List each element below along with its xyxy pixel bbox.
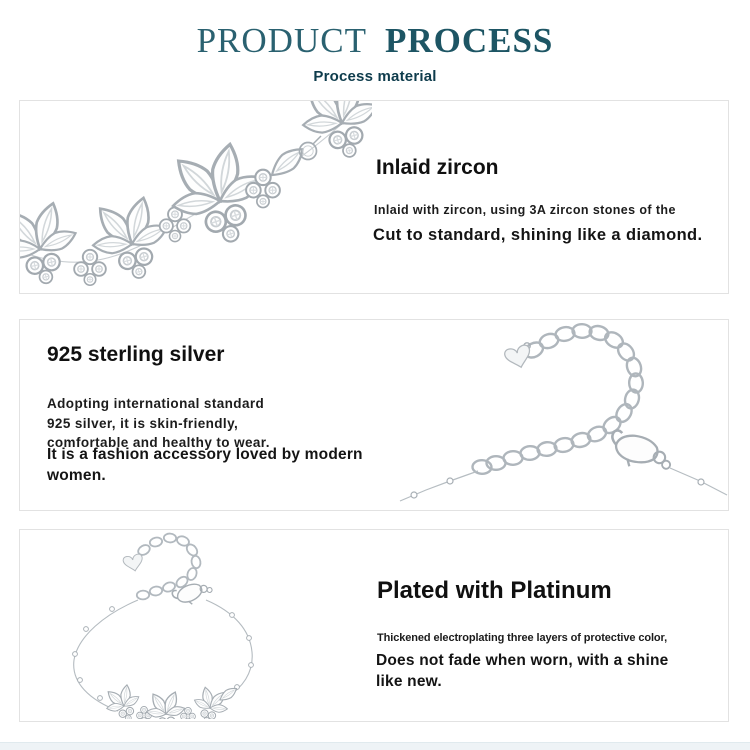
page-title-word-bold: PROCESS (384, 21, 554, 60)
full-bracelet-image (20, 530, 365, 719)
page-subtitle: Process material (313, 67, 437, 85)
section-detail-line: Thickened electroplating three layers of protective color, (377, 632, 668, 644)
zircon-bracelet-closeup-image (20, 101, 372, 291)
thin-bead-chain-left (400, 471, 478, 501)
extension-chain-clasp-image (398, 320, 728, 508)
butterfly-cluster (100, 680, 239, 719)
section-emphasis: It is a fashion accessory loved by modern women. (47, 446, 363, 484)
detail-line: comfortable and healthy to wear. (47, 435, 270, 450)
section-heading: 925 sterling silver (47, 343, 225, 366)
header (0, 22, 750, 85)
section-inlaid-zircon (19, 100, 729, 294)
section-sterling-silver (19, 319, 729, 511)
section-plated-platinum (19, 529, 729, 722)
page-title-word-regular: PRODUCT (196, 21, 367, 60)
section-heading: Inlaid zircon (376, 156, 499, 179)
detail-line: 925 silver, it is skin-friendly, (47, 415, 239, 431)
heart-tag-icon (122, 553, 144, 572)
lobster-clasp-icon (607, 430, 675, 475)
section-heading: Plated with Platinum (377, 577, 612, 604)
section-emphasis: Cut to standard, shining like a diamond. (373, 226, 703, 244)
section-detail-line: Inlaid with zircon, using 3A zircon stones of the (374, 203, 676, 217)
page-title (0, 22, 750, 61)
thin-bead-chain-right (670, 468, 727, 495)
detail-line: Adopting international standard (47, 396, 265, 411)
footer-strip (0, 742, 750, 750)
section-emphasis: Does not fade when worn, with a shine like new. (376, 652, 669, 690)
